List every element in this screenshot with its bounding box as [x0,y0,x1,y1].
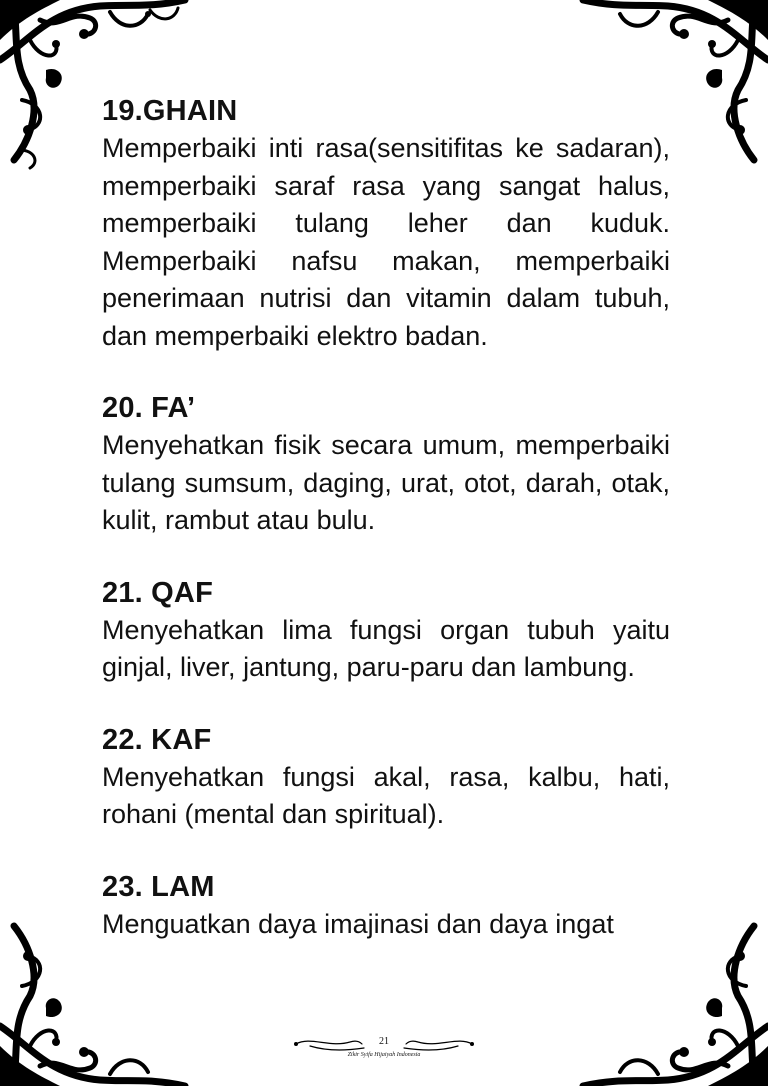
section-heading: 20. FA’ [102,392,196,424]
section-heading: 21. QAF [102,576,213,609]
page-footer [0,1032,768,1068]
footer-caption: Zikir Syifa Hijaiyah Indonesia [347,1052,421,1058]
section-ghain [102,92,670,355]
section-body: Memperbaiki inti rasa(sensitifitas ke sadaran), memperbaiki saraf rasa yang sangat halus, memperbaiki tulang leher dan kuduk. Memperbaiki nafsu makan, memperbaiki penerimaan nutrisi dan vitamin dalam tubuh, dan memperbaiki elektro badan. [102,133,670,351]
section-heading: 22. KAF [102,723,212,756]
section-heading: 23. LAM [102,870,215,903]
section-heading: 19.GHAIN [102,95,238,127]
section-body: Menyehatkan fisik secara umum, memperbaiki tulang sumsum, daging, urat, otot, darah, otak, kulit, rambut atau bulu. [102,430,670,535]
page-content [102,92,670,943]
section-fa [102,389,670,540]
section-kaf [102,721,670,834]
section-body: Menyehatkan fungsi akal, rasa, kalbu, hati, rohani (mental dan spiritual). [102,761,670,829]
section-lam [102,868,670,944]
section-qaf [102,574,670,687]
section-body: Menguatkan daya imajinasi dan daya ingat [102,908,614,939]
page-number: 21 [379,1036,389,1047]
section-body: Menyehatkan lima fungsi organ tubuh yaitu ginjal, liver, jantung, paru-paru dan lambung. [102,614,670,682]
